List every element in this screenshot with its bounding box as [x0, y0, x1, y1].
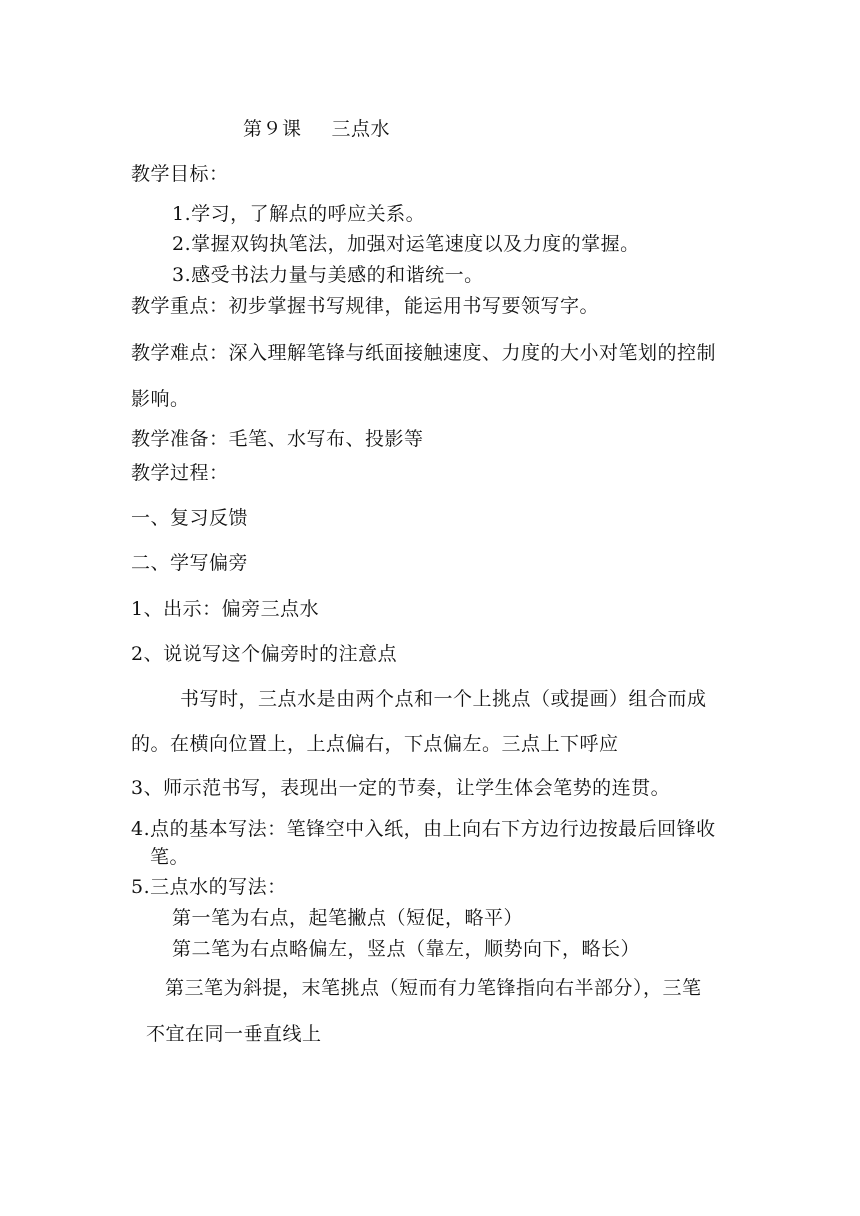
objective-item: 2.掌握双钩执笔法，加强对运笔速度以及力度的掌握。 [172, 233, 640, 255]
objectives-heading: 教学目标： [131, 163, 229, 185]
difficulty-line: 影响。 [131, 388, 190, 410]
stroke-description: 第二笔为右点略偏左，竖点（靠左，顺势向下，略长） [172, 938, 641, 960]
stroke-description-continuation: 不宜在同一垂直线上 [146, 1023, 322, 1045]
key-point: 教学重点：初步掌握书写规律，能运用书写要领写字。 [131, 295, 600, 317]
objective-item: 3.感受书法力量与美感的和谐统一。 [172, 264, 484, 286]
difficulty-line: 教学难点：深入理解笔锋与纸面接触速度、力度的大小对笔划的控制 [131, 342, 717, 364]
objective-item: 1.学习，了解点的呼应关系。 [172, 203, 426, 225]
lesson-title [243, 117, 390, 141]
step-item: 4.点的基本写法：笔锋空中入纸，由上向右下方边行边按最后回锋收 [131, 818, 716, 840]
stroke-description: 第一笔为右点，起笔撇点（短促，略平） [172, 907, 524, 929]
step-item-continuation: 笔。 [150, 846, 190, 868]
section-heading: 二、学写偏旁 [131, 552, 249, 574]
step-item: 3、师示范书写，表现出一定的节奏，让学生体会笔势的连贯。 [131, 777, 671, 799]
step-item: 2、说说写这个偏旁时的注意点 [131, 643, 398, 665]
process-heading: 教学过程： [131, 462, 229, 484]
explanation-line: 的。在横向位置上，上点偏右，下点偏左。三点上下呼应 [131, 733, 619, 755]
explanation-line: 书写时，三点水是由两个点和一个上挑点（或提画）组合而成 [180, 688, 707, 710]
step-item: 5.三点水的写法： [131, 876, 287, 898]
step-item: 1、出示：偏旁三点水 [131, 598, 320, 620]
preparation: 教学准备：毛笔、水写布、投影等 [131, 428, 424, 450]
lesson-name: 三点水 [331, 118, 391, 140]
section-heading: 一、复习反馈 [131, 507, 249, 529]
lesson-number: 第９课 [243, 118, 302, 140]
stroke-description: 第三笔为斜提，末笔挑点（短而有力笔锋指向右半部分），三笔 [165, 977, 702, 999]
